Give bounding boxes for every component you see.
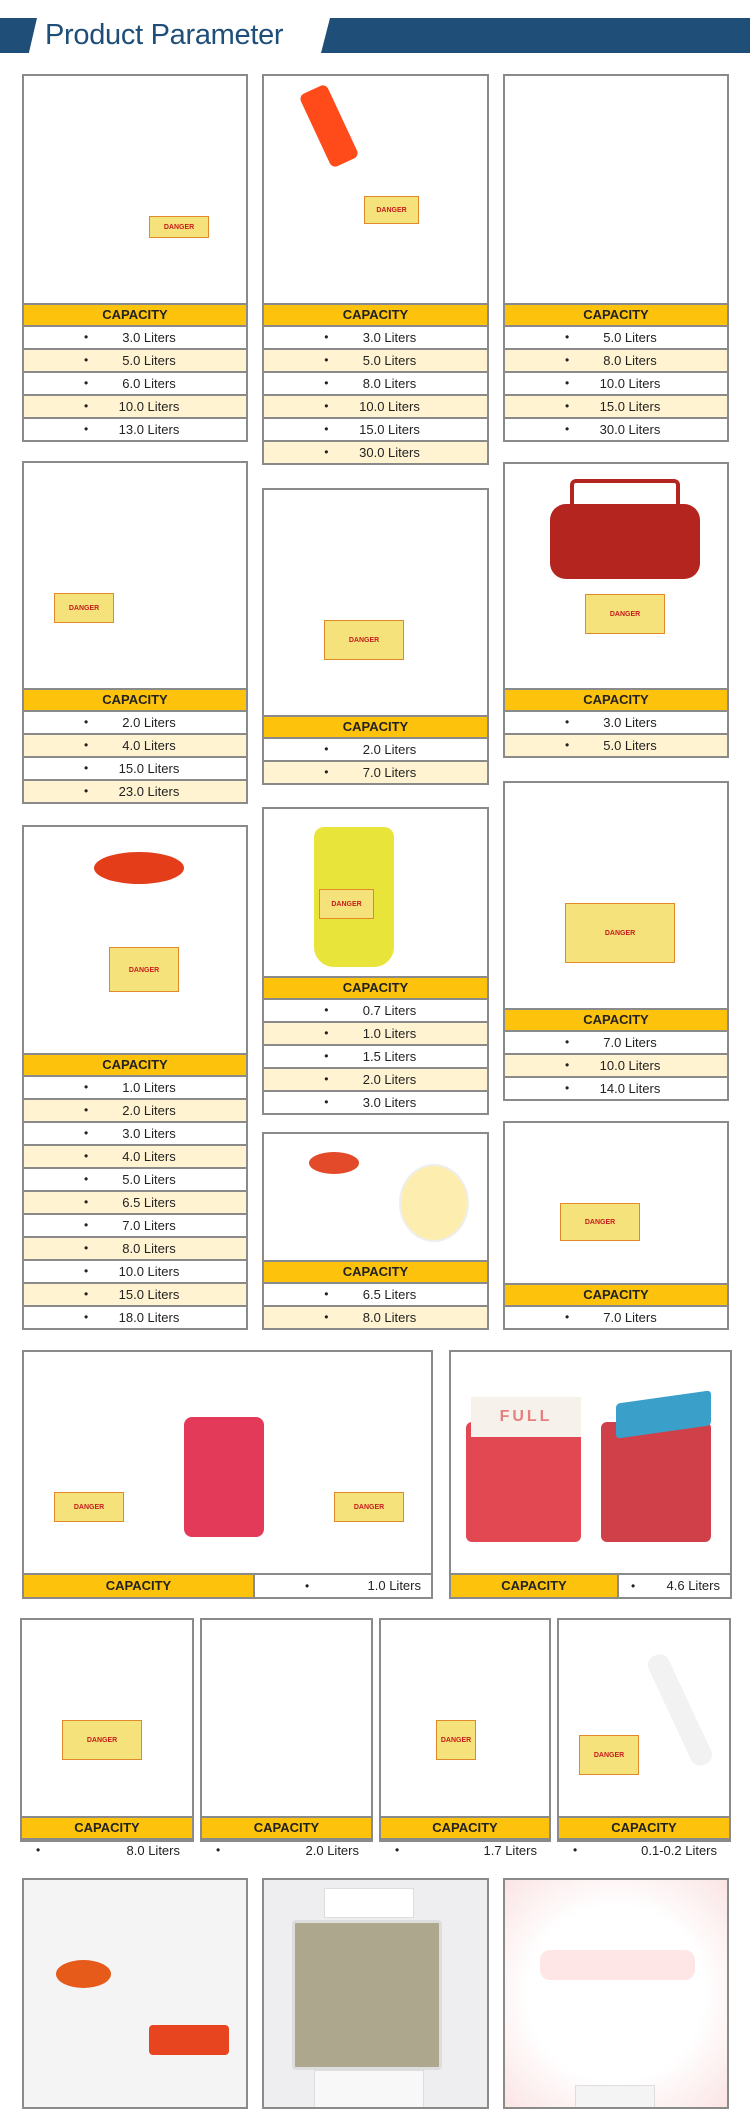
capacity-row <box>505 1305 727 1328</box>
bullet: • <box>83 1149 89 1163</box>
capacity-row <box>381 1838 549 1861</box>
header-accent-left <box>0 18 37 53</box>
bullet: • <box>564 1058 570 1072</box>
bullet: • <box>324 1287 329 1301</box>
bullet: • <box>324 353 329 367</box>
capacity-row <box>264 1282 487 1305</box>
bullet: • <box>83 1172 89 1186</box>
danger-label: DANGER <box>579 1735 639 1775</box>
product-image-container-slot-lid <box>505 783 727 1008</box>
bullet: • <box>564 738 570 752</box>
capacity-value: 1.0 Liters <box>362 1026 417 1041</box>
capacity-row <box>264 417 487 440</box>
bullet: • <box>83 1310 89 1324</box>
capacity-row <box>505 371 727 394</box>
product-image-square-container-sliding-lid <box>505 76 727 303</box>
capacity-value: 2.0 Liters <box>122 715 176 730</box>
capacity-value: 5.0 Liters <box>122 1172 176 1187</box>
bullet: • <box>83 330 89 344</box>
capacity-row <box>264 371 487 394</box>
product-card <box>262 488 489 785</box>
capacity-header: CAPACITY <box>264 1260 487 1282</box>
capacity-value: 13.0 Liters <box>118 422 180 437</box>
capacity-value: 8.0 Liters <box>122 1241 176 1256</box>
bullet: • <box>36 1843 41 1857</box>
capacity-value: 1.5 Liters <box>362 1049 417 1064</box>
danger-label: DANGER <box>560 1203 640 1241</box>
bullet: • <box>324 1095 329 1109</box>
capacity-row <box>24 1098 246 1121</box>
product-card <box>503 74 729 442</box>
capacity-value: 30.0 Liters <box>359 445 420 460</box>
bullet: • <box>324 422 329 436</box>
product-card <box>22 74 248 442</box>
product-image-cylinder-maroon-cap <box>264 809 487 976</box>
product-image-container-red-lid-handle <box>505 464 727 688</box>
bullet: • <box>324 1026 329 1040</box>
product-image-wall-cabinet-lock <box>264 1880 487 2107</box>
capacity-header: CAPACITY <box>24 1053 246 1075</box>
capacity-row <box>264 1090 487 1113</box>
capacity-value: 0.1-0.2 Liters <box>641 1843 717 1858</box>
capacity-value: 2.0 Liters <box>362 742 417 757</box>
bullet: • <box>83 761 89 775</box>
capacity-value: 5.0 Liters <box>603 738 657 753</box>
capacity-value: 23.0 Liters <box>118 784 180 799</box>
capacity-header: CAPACITY <box>505 1283 727 1305</box>
full-label: FULL <box>471 1397 581 1437</box>
capacity-header: CAPACITY <box>24 1575 255 1597</box>
product-image-tall-rectangular-containers <box>24 463 246 688</box>
capacity-row <box>24 1213 246 1236</box>
danger-label: DANGER <box>585 594 665 634</box>
product-card <box>503 781 729 1101</box>
capacity-value: 15.0 Liters <box>599 399 661 414</box>
bullet: • <box>324 765 329 779</box>
capacity-value: 1.0 Liters <box>122 1080 176 1095</box>
capacity-row <box>24 394 246 417</box>
product-image-red-wall-containers-full <box>451 1352 730 1573</box>
capacity-row <box>24 1144 246 1167</box>
bullet: • <box>324 1310 329 1324</box>
danger-label: DANGER <box>62 1720 142 1760</box>
capacity-value: 18.0 Liters <box>118 1310 180 1325</box>
product-image-container-dome-lid <box>202 1620 371 1816</box>
product-image-red-container-wall-mount <box>505 1880 727 2107</box>
danger-label: DANGER <box>324 620 404 660</box>
bullet: • <box>83 738 89 752</box>
capacity-value: 2.0 Liters <box>362 1072 417 1087</box>
capacity-row <box>559 1838 729 1861</box>
capacity-value: 5.0 Liters <box>603 330 657 345</box>
product-card <box>503 462 729 758</box>
bullet: • <box>324 445 329 459</box>
capacity-row <box>264 394 487 417</box>
capacity-row <box>24 1075 246 1098</box>
product-card <box>20 1618 194 1858</box>
capacity-row <box>505 733 727 756</box>
bullet: • <box>324 1072 329 1086</box>
capacity-row <box>24 1305 246 1328</box>
capacity-row <box>24 1190 246 1213</box>
bullet: • <box>564 376 570 390</box>
capacity-value: 4.6 Liters <box>666 1578 720 1593</box>
product-card <box>379 1618 551 1858</box>
bullet: • <box>83 1241 89 1255</box>
capacity-header: CAPACITY <box>264 976 487 998</box>
bullet: • <box>83 1195 89 1209</box>
bullet: • <box>631 1579 636 1593</box>
product-card <box>503 1878 729 2109</box>
capacity-value: 4.0 Liters <box>122 1149 176 1164</box>
capacity-row <box>264 737 487 760</box>
product-card <box>262 1878 489 2109</box>
capacity-header: CAPACITY <box>202 1816 371 1838</box>
capacity-header: CAPACITY <box>264 303 487 325</box>
capacity-value: 10.0 Liters <box>118 399 180 414</box>
danger-label: DANGER <box>109 947 179 992</box>
capacity-row <box>264 760 487 783</box>
capacity-row <box>24 1236 246 1259</box>
product-card <box>22 461 248 804</box>
capacity-value: 15.0 Liters <box>359 422 420 437</box>
product-image-small-container-pipette <box>559 1620 729 1816</box>
capacity-row <box>24 325 246 348</box>
capacity-value: 7.0 Liters <box>362 765 417 780</box>
bullet: • <box>216 1843 221 1857</box>
bullet: • <box>83 422 89 436</box>
capacity-value: 2.0 Liters <box>305 1843 359 1858</box>
bullet: • <box>564 1081 570 1095</box>
product-image-round-bucket-red-flap <box>264 1134 487 1260</box>
capacity-value: 6.0 Liters <box>122 376 176 391</box>
product-card <box>503 1121 729 1330</box>
danger-label: DANGER <box>334 1492 404 1522</box>
bullet: • <box>83 1103 89 1117</box>
bullet: • <box>324 376 329 390</box>
capacity-value: 3.0 Liters <box>362 1095 417 1110</box>
capacity-row <box>24 710 246 733</box>
bullet: • <box>83 1218 89 1232</box>
capacity-value: 3.0 Liters <box>603 715 657 730</box>
product-image-three-tall-containers <box>24 1352 431 1573</box>
capacity-value: 4.0 Liters <box>122 738 176 753</box>
capacity-header: CAPACITY <box>505 303 727 325</box>
bullet: • <box>564 1310 570 1324</box>
danger-label: DANGER <box>565 903 675 963</box>
capacity-row <box>264 998 487 1021</box>
capacity-row <box>24 779 246 802</box>
capacity-row <box>264 1305 487 1328</box>
product-card <box>262 1132 489 1330</box>
bullet: • <box>324 330 329 344</box>
capacity-value: 1.7 Liters <box>483 1843 537 1858</box>
capacity-value: 8.0 Liters <box>126 1843 180 1858</box>
capacity-row <box>24 1121 246 1144</box>
product-image-round-container-red-top <box>24 827 246 1053</box>
capacity-value-cell <box>255 1575 431 1597</box>
product-card <box>449 1350 732 1599</box>
capacity-value-cell <box>619 1575 730 1597</box>
capacity-header: CAPACITY <box>559 1816 729 1838</box>
danger-label: DANGER <box>319 889 374 919</box>
capacity-header: CAPACITY <box>381 1816 549 1838</box>
product-card <box>557 1618 731 1858</box>
capacity-row <box>505 1030 727 1053</box>
product-card <box>200 1618 373 1858</box>
capacity-value: 15.0 Liters <box>118 761 180 776</box>
capacity-header: CAPACITY <box>264 715 487 737</box>
capacity-value: 7.0 Liters <box>122 1218 176 1233</box>
capacity-value: 10.0 Liters <box>599 376 661 391</box>
bullet: • <box>573 1843 578 1857</box>
product-card <box>262 807 489 1115</box>
product-image-bottle-red-screw-cap <box>381 1620 549 1816</box>
capacity-row <box>264 440 487 463</box>
capacity-value: 5.0 Liters <box>122 353 176 368</box>
capacity-row <box>202 1838 371 1861</box>
capacity-value: 3.0 Liters <box>362 330 417 345</box>
header-accent-bar <box>321 18 750 53</box>
capacity-row <box>22 1838 192 1861</box>
bullet: • <box>83 353 89 367</box>
danger-label: DANGER <box>54 593 114 623</box>
capacity-row <box>24 1282 246 1305</box>
bullet: • <box>83 376 89 390</box>
bullet: • <box>83 1080 89 1094</box>
bullet: • <box>305 1579 310 1593</box>
danger-label: DANGER <box>149 216 209 238</box>
bullet: • <box>83 1287 89 1301</box>
capacity-value: 14.0 Liters <box>599 1081 661 1096</box>
capacity-value: 8.0 Liters <box>362 1310 417 1325</box>
capacity-header: CAPACITY <box>505 688 727 710</box>
capacity-row <box>505 417 727 440</box>
capacity-row <box>264 1021 487 1044</box>
product-image-containers-wire-brackets <box>24 1880 246 2107</box>
capacity-row <box>505 394 727 417</box>
capacity-row <box>264 325 487 348</box>
product-card <box>22 1350 433 1599</box>
product-card <box>22 1878 248 2109</box>
capacity-value: 30.0 Liters <box>599 422 661 437</box>
product-image-container-round-flip-cap <box>264 490 487 715</box>
capacity-row <box>24 733 246 756</box>
capacity-row <box>264 348 487 371</box>
capacity-value: 8.0 Liters <box>362 376 417 391</box>
bullet: • <box>324 1049 329 1063</box>
bullet: • <box>564 422 570 436</box>
bullet: • <box>83 1264 89 1278</box>
capacity-row <box>24 417 246 440</box>
capacity-value: 2.0 Liters <box>122 1103 176 1118</box>
capacity-value: 5.0 Liters <box>362 353 417 368</box>
bullet: • <box>395 1843 400 1857</box>
bullet: • <box>83 784 89 798</box>
capacity-row <box>24 1259 246 1282</box>
capacity-header: CAPACITY <box>451 1575 619 1597</box>
bullet: • <box>564 353 570 367</box>
capacity-row <box>505 348 727 371</box>
capacity-row <box>24 756 246 779</box>
danger-label: DANGER <box>436 1720 476 1760</box>
product-card <box>262 74 489 465</box>
capacity-value: 15.0 Liters <box>118 1287 180 1302</box>
capacity-value: 7.0 Liters <box>603 1035 657 1050</box>
capacity-value: 10.0 Liters <box>359 399 420 414</box>
capacity-row <box>451 1573 730 1597</box>
capacity-row <box>24 371 246 394</box>
capacity-header: CAPACITY <box>24 303 246 325</box>
capacity-value: 1.0 Liters <box>367 1578 421 1593</box>
capacity-row <box>264 1067 487 1090</box>
product-image-container-translucent-flip-lid <box>505 1123 727 1283</box>
bullet: • <box>564 399 570 413</box>
capacity-row <box>505 710 727 733</box>
bullet: • <box>83 1126 89 1140</box>
capacity-value: 6.5 Liters <box>122 1195 176 1210</box>
capacity-value: 3.0 Liters <box>122 330 176 345</box>
capacity-row <box>505 1053 727 1076</box>
bullet: • <box>83 399 89 413</box>
bullet: • <box>564 715 570 729</box>
product-image-square-container-red-handle <box>24 76 246 303</box>
capacity-row <box>24 1167 246 1190</box>
danger-label: DANGER <box>54 1492 124 1522</box>
capacity-value: 10.0 Liters <box>599 1058 661 1073</box>
capacity-value: 3.0 Liters <box>122 1126 176 1141</box>
product-image-container-white-slot-lid <box>22 1620 192 1816</box>
capacity-value: 7.0 Liters <box>603 1310 657 1325</box>
capacity-header: CAPACITY <box>505 1008 727 1030</box>
product-card <box>22 825 248 1330</box>
capacity-row <box>505 1076 727 1099</box>
capacity-value: 6.5 Liters <box>362 1287 417 1302</box>
bullet: • <box>564 1035 570 1049</box>
capacity-header: CAPACITY <box>22 1816 192 1838</box>
danger-label: DANGER <box>364 196 419 224</box>
capacity-row <box>505 325 727 348</box>
bullet: • <box>83 715 89 729</box>
capacity-row <box>264 1044 487 1067</box>
product-image-square-container-flip-lid <box>264 76 487 303</box>
page-title: Product Parameter <box>45 19 284 51</box>
capacity-header: CAPACITY <box>24 688 246 710</box>
bullet: • <box>324 742 329 756</box>
capacity-value: 8.0 Liters <box>603 353 657 368</box>
capacity-row <box>24 1573 431 1597</box>
bullet: • <box>324 1003 329 1017</box>
bullet: • <box>564 330 570 344</box>
bullet: • <box>324 399 329 413</box>
capacity-value: 10.0 Liters <box>118 1264 180 1279</box>
capacity-value: 0.7 Liters <box>362 1003 417 1018</box>
capacity-row <box>24 348 246 371</box>
